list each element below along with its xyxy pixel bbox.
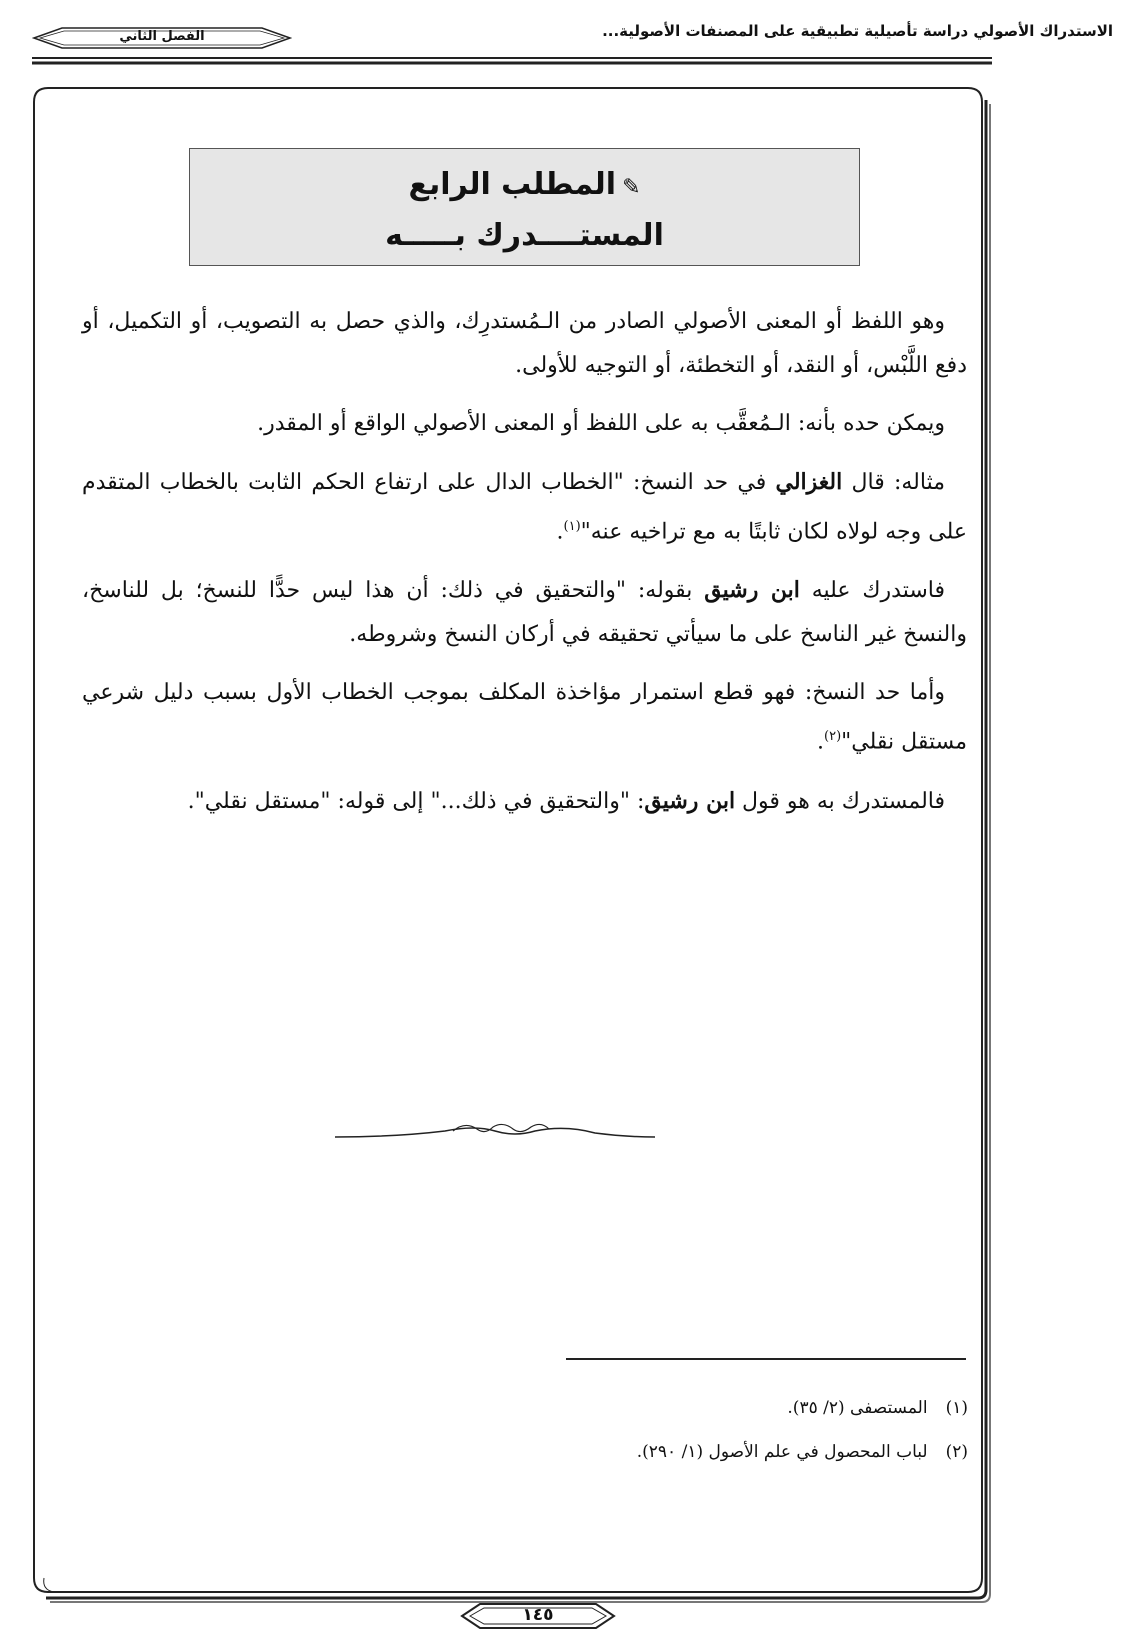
footnote-2: [300, 1440, 968, 1464]
footnote-1: [300, 1396, 968, 1420]
footnote-ref-2[interactable]: (٢): [824, 729, 842, 745]
paragraph-naskh-definition: [82, 671, 967, 764]
section-title-line1: [190, 161, 859, 212]
footnotes: [300, 1396, 968, 1484]
footnote-number: (١): [945, 1398, 968, 1418]
section-title-line2: المستــــدرك بـــــه: [385, 218, 664, 253]
page-number-tab: [458, 1601, 618, 1631]
scholar-name: الغزالي: [775, 469, 843, 495]
section-title-box: [189, 148, 860, 266]
pencil-icon: ✎: [622, 175, 641, 200]
body-text: [82, 300, 967, 838]
running-title: الاستدراك الأصولي دراسة تأصيلية تطبيقية على المصنفات الأصولية...: [602, 22, 1113, 40]
text-run: بقوله: "والتحقيق في ذلك: أن هذا ليس حدًّا للنسخ؛ بل للناسخ، والنسخ غير الناسخ على ما سيأتي تحقيقه في أركان النسخ وشروطه.: [82, 578, 967, 648]
divider-ornament: [335, 1117, 655, 1147]
text-run: وأما حد النسخ: فهو قطع استمرار مؤاخذة المكلف بموجب الخطاب الأول بسبب دليل شرعي مستقل نقلي": [82, 680, 967, 755]
page-number: ١٤٥: [522, 1605, 554, 1625]
text-run: فالمستدرك به هو قول: [735, 788, 945, 814]
section-title-text: المطلب الرابع: [408, 167, 617, 202]
header-rule: [32, 56, 992, 68]
text-run: : "والتحقيق في ذلك..." إلى قوله: "مستقل نقلي".: [187, 788, 645, 814]
paragraph-istidrak: [82, 568, 967, 657]
footnote-ref-1[interactable]: (١): [563, 519, 581, 534]
chapter-label: الفصل الثاني: [119, 29, 205, 44]
text-run: فاستدرك عليه: [799, 578, 946, 604]
text-run: .: [817, 729, 825, 755]
paragraph-example: [82, 460, 967, 554]
footnote-text: لباب المحصول في علم الأصول (١/ ٢٩٠).: [636, 1442, 928, 1462]
footnote-separator: [566, 1358, 966, 1360]
text-run: في حد النسخ: "الخطاب الدال على ارتفاع الحكم الثابت بالخطاب المتقدم على وجه لولاه لكان ثابتًا به مع تراخيه عنه": [82, 470, 967, 545]
paragraph-definition: وهو اللفظ أو المعنى الأصولي الصادر من الـمُستدرِك، والذي حصل به التصويب، أو التكميل، أو دفع اللَّبْس، أو النقد، أو التخطئة، أو التوجيه للأولى.: [82, 309, 967, 378]
scholar-name: ابن رشيق: [704, 577, 800, 604]
text-run: مثاله: قال: [842, 470, 946, 495]
chapter-tab: [32, 26, 292, 50]
text-run: .: [556, 519, 564, 545]
scholar-name: ابن رشيق: [644, 787, 736, 814]
footnote-text: المستصفى (٢/ ٣٥).: [787, 1398, 928, 1418]
footnote-number: (٢): [945, 1442, 968, 1462]
paragraph-conclusion: [82, 779, 967, 824]
paragraph-formal-definition: ويمكن حده بأنه: الـمُعقَّب به على اللفظ أو المعنى الأصولي الواقع أو المقدر.: [257, 411, 945, 436]
